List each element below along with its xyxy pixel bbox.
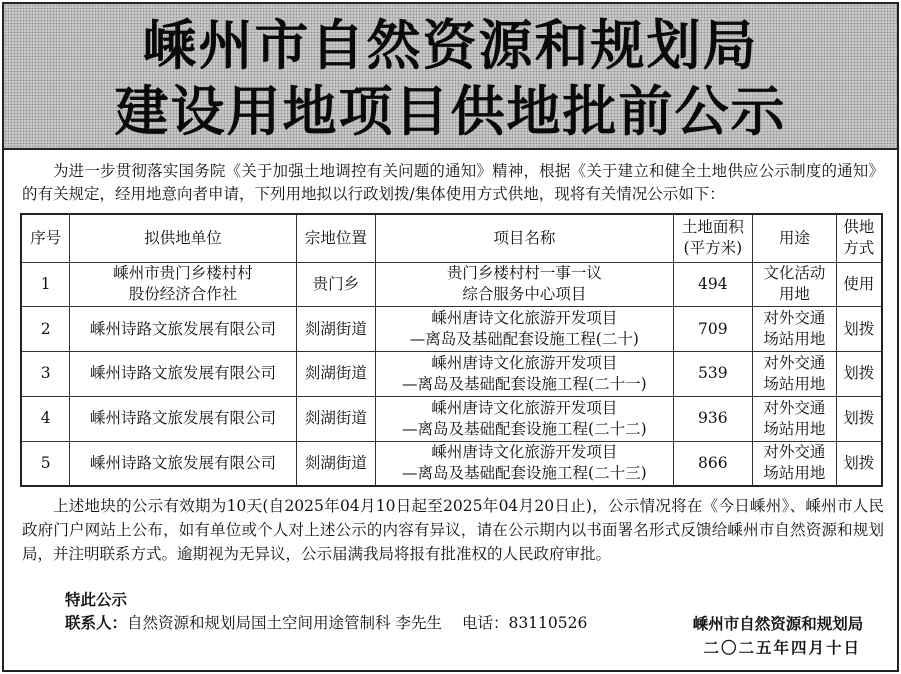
header-area-line2: (平方米): [683, 239, 743, 258]
header-use: 用途: [753, 214, 837, 262]
notice-paragraph: 上述地块的公示有效期为10天(自2025年04月10日起至2025年04月20日止)，公示情况将在《今日嵊州》、嵊州市人民政府门户网站上公布，如有单位或个人对上述公示的内容有异议，请在公示期内以书面署名形式反馈给嵊州市自然资源和规划局，并注明联系方式。逾期视为无异议，公示届满我局将报有批准权的人民政府审批。: [22, 497, 884, 563]
header-mode: [836, 214, 882, 262]
cell-project: [376, 307, 674, 352]
header-banner: [4, 4, 897, 150]
cell-area: 866: [673, 441, 752, 486]
cell-project-line1: 嵊州唐诗文化旅游开发项目: [431, 353, 618, 372]
cell-no: 3: [21, 352, 70, 397]
cell-area: 539: [673, 352, 752, 397]
cell-no: 4: [21, 396, 70, 441]
cell-use-line1: 对外交通: [763, 443, 826, 462]
cell-project-line1: 嵊州唐诗文化旅游开发项目: [431, 398, 618, 417]
cell-use-line2: 用地: [778, 285, 810, 304]
table-header-row: [21, 214, 882, 262]
cell-project-line2: —离岛及基础配套设施工程(二十): [409, 330, 639, 349]
header-no: 序号: [21, 214, 70, 262]
cell-use-line2: 场站用地: [763, 419, 826, 438]
header-project: 项目名称: [376, 214, 674, 262]
cell-area: 936: [673, 396, 752, 441]
cell-project: [376, 352, 674, 397]
intro-paragraph: 为进一步贯彻落实国务院《关于加强土地调控有关问题的通知》精神，根据《关于建立和健全土地供应公示制度的通知》的有关规定，经用地意向者申请，下列用地拟以行政划拨/集体使用方式供地，现将有关情况公示如下：: [22, 162, 884, 203]
special-notice-label: 特此公示: [65, 591, 128, 609]
contact-phone: 电话：83110526: [461, 614, 588, 632]
contact-person: 自然资源和规划局国土空间用途管制科 李先生: [127, 614, 442, 632]
cell-use-line1: 对外交通: [763, 309, 826, 328]
land-supply-table: [20, 213, 883, 487]
cell-use: [753, 396, 837, 441]
cell-unit-line2: 股份经济合作社: [128, 285, 238, 304]
cell-unit: 嵊州诗路文旅发展有限公司: [70, 396, 296, 441]
header-unit: 拟供地单位: [70, 214, 296, 262]
title-line-2: 建设用地项目供地批前公示: [114, 80, 787, 143]
cell-no: 2: [21, 307, 70, 352]
cell-unit: 嵊州诗路文旅发展有限公司: [70, 352, 296, 397]
cell-project-line2: —离岛及基础配套设施工程(二十三): [402, 464, 647, 483]
cell-no: 1: [21, 262, 70, 307]
header-mode-line1: 供地: [843, 218, 875, 237]
cell-use-line1: 对外交通: [763, 398, 826, 417]
contact-label: 联系人：: [65, 614, 128, 632]
cell-location: 剡湖街道: [296, 396, 375, 441]
header-location: 宗地位置: [296, 214, 375, 262]
cell-use: [753, 307, 837, 352]
table-row: [21, 307, 882, 352]
cell-use-line1: 对外交通: [763, 353, 826, 372]
cell-project-line1: 嵊州唐诗文化旅游开发项目: [431, 309, 618, 328]
header-area: [673, 214, 752, 262]
title-line-1: 嵊州市自然资源和规划局: [142, 14, 759, 77]
cell-mode: 使用: [836, 262, 882, 307]
issue-date: 二〇二五年四月十日: [703, 639, 861, 657]
table-row: [21, 441, 882, 486]
contact-line: [65, 611, 587, 633]
cell-project-line1: 嵊州唐诗文化旅游开发项目: [431, 443, 618, 462]
cell-use-line2: 场站用地: [763, 374, 826, 393]
cell-project: [376, 262, 674, 307]
cell-location: 贵门乡: [296, 262, 375, 307]
cell-use: [753, 352, 837, 397]
cell-area: 709: [673, 307, 752, 352]
cell-use-line2: 场站用地: [763, 464, 826, 483]
cell-mode: 划拨: [836, 396, 882, 441]
cell-use-line2: 场站用地: [763, 330, 826, 349]
cell-mode: 划拨: [836, 307, 882, 352]
cell-unit: 嵊州诗路文旅发展有限公司: [70, 441, 296, 486]
cell-unit-line1: 嵊州市贵门乡楼村村: [113, 264, 253, 283]
table-row: [21, 396, 882, 441]
cell-use-line1: 文化活动: [763, 264, 826, 283]
table-row: [21, 352, 882, 397]
cell-unit: 嵊州诗路文旅发展有限公司: [70, 307, 296, 352]
cell-location: 剡湖街道: [296, 352, 375, 397]
header-mode-line2: 方式: [843, 239, 875, 258]
issuer-name: 嵊州市自然资源和规划局: [692, 615, 864, 633]
cell-mode: 划拨: [836, 352, 882, 397]
cell-project: [376, 441, 674, 486]
header-area-line1: 土地面积: [681, 218, 744, 237]
cell-use: [753, 262, 837, 307]
cell-project-line2: —离岛及基础配套设施工程(二十一): [402, 374, 647, 393]
cell-project-line2: —离岛及基础配套设施工程(二十二): [402, 419, 647, 438]
cell-area: 494: [673, 262, 752, 307]
cell-project-line1: 贵门乡楼村村一事一议: [446, 264, 602, 283]
cell-location: 剡湖街道: [296, 441, 375, 486]
cell-use: [753, 441, 837, 486]
cell-no: 5: [21, 441, 70, 486]
cell-mode: 划拨: [836, 441, 882, 486]
cell-unit: [70, 262, 296, 307]
cell-project: [376, 396, 674, 441]
cell-project-line2: 综合服务中心项目: [462, 285, 587, 304]
cell-location: 剡湖街道: [296, 307, 375, 352]
table-row: [21, 262, 882, 307]
